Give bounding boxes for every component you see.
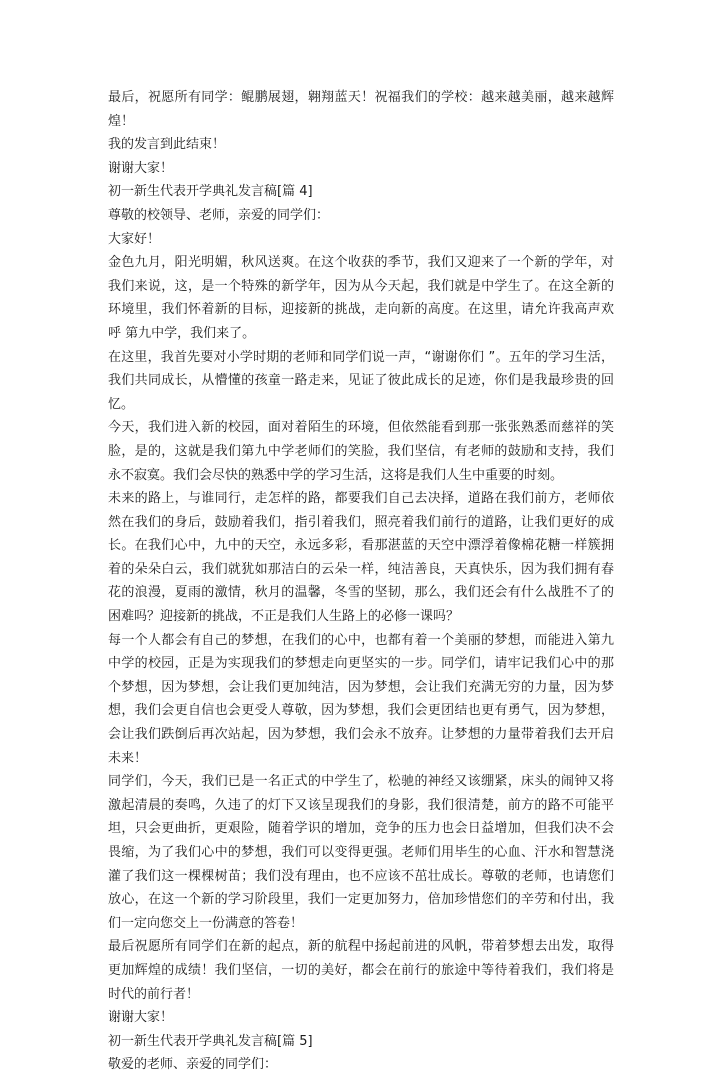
section-heading-4: 初一新生代表开学典礼发言稿[篇 4] (108, 184, 313, 200)
final-wishes-paragraph: 最后祝愿所有同学们在新的起点，新的航程中扬起前进的风帆，带着梦想去出发，取得更加辉煌的成绩！我们坚信，一切的美好，都会在前行的旅途中等待着我们，我们将是时代的前行者！ (108, 939, 614, 1002)
middle-school-paragraph: 同学们，今天，我们已是一名正式的中学生了，松驰的神经又该绷紧，床头的闹钟又将激起清晨的奏鸣，久违了的灯下又该呈现我们的身影，我们很清楚，前方的路不可能平坦，只会更曲折，更艰险，随着学识的增加，竞争的压力也会日益增加，但我们决不会畏缩，为了我们心中的梦想，我们可以变得更强。老师们用毕生的心血、汗水和智慧浇灌了我们这一棵棵树苗；我们没有理由，也不应该不茁壮成长。尊敬的老师，也请您们放心，在这一个新的学习阶段里，我们一定更加努力，倍加珍惜您们的辛劳和付出，我们一定向您交上一份满意的答卷！ (108, 774, 614, 931)
future-road-paragraph: 未来的路上，与谁同行，走怎样的路，都要我们自己去决择，道路在我们前方，老师依然在我们的身后，鼓励着我们，指引着我们，照亮着我们前行的道路，让我们更好的成长。在我们心中，九中的天空，永远多彩，看那湛蓝的天空中漂浮着像棉花糖一样簇拥着的朵朵白云，我们就犹如那洁白的云朵一样，纯洁善良，天真快乐，因为我们拥有春花的浪漫，夏雨的激情，秋月的温馨，冬雪的坚韧，那么，我们还会有什么战胜不了的困难吗？迎接新的挑战，不正是我们人生路上的必修一课吗？ (108, 491, 614, 625)
document-body (108, 86, 614, 1077)
salutation-line-2: 敬爱的老师、亲爱的同学们： (108, 1057, 278, 1073)
intro-paragraph: 金色九月，阳光明媚，秋风送爽。在这个收获的季节，我们又迎来了一个新的学年，对我们来说，这，是一个特殊的新学年，因为从今天起，我们就是中学生了。在这全新的环境里，我们怀着新的目标，迎接新的挑战，走向新的高度。在这里，请允许我高声欢呼 第九中学，我们来了。 (108, 255, 614, 341)
thanks-line-2: 谢谢大家！ (108, 1010, 174, 1026)
speech-end-line: 我的发言到此结束！ (108, 137, 226, 153)
thanks-line: 谢谢大家！ (108, 160, 174, 176)
salutation-line: 尊敬的校领导、老师，亲爱的同学们： (108, 207, 330, 223)
thanks-primary-paragraph: 在这里，我首先要对小学时期的老师和同学们说一声，“谢谢你们 ”。五年的学习生活，我们共同成长，从懵懂的孩童一路走来，见证了彼此成长的足迹，你们是我最珍贵的回忆。 (108, 349, 614, 412)
closing-wishes-paragraph: 最后，祝愿所有同学：鲲鹏展翅，翱翔蓝天！祝福我们的学校：越来越美丽，越来越辉煌！ (108, 90, 614, 129)
section-heading-5: 初一新生代表开学典礼发言稿[篇 5] (108, 1033, 313, 1049)
greeting-line: 大家好！ (108, 231, 161, 247)
new-campus-paragraph: 今天，我们进入新的校园，面对着陌生的环境，但依然能看到那一张张熟悉而慈祥的笑脸，是的，这就是我们第九中学老师们的笑脸，我们坚信，有老师的鼓励和支持，我们永不寂寞。我们会尽快的熟悉中学的学习生活，这将是我们人生中重要的时刻。 (108, 420, 614, 483)
dream-paragraph: 每一个人都会有自己的梦想，在我们的心中，也都有着一个美丽的梦想，而能进入第九中学的校园，正是为实现我们的梦想走向更坚实的一步。同学们，请牢记我们心中的那个梦想，因为梦想，会让我们更加纯洁，因为梦想，会让我们充满无穷的力量，因为梦想，我们会更自信也会更受人尊敬，因为梦想，我们会更团结也更有勇气，因为梦想，会让我们跌倒后再次站起，因为梦想，我们会永不放弃。让梦想的力量带着我们去开启未来！ (108, 632, 614, 766)
